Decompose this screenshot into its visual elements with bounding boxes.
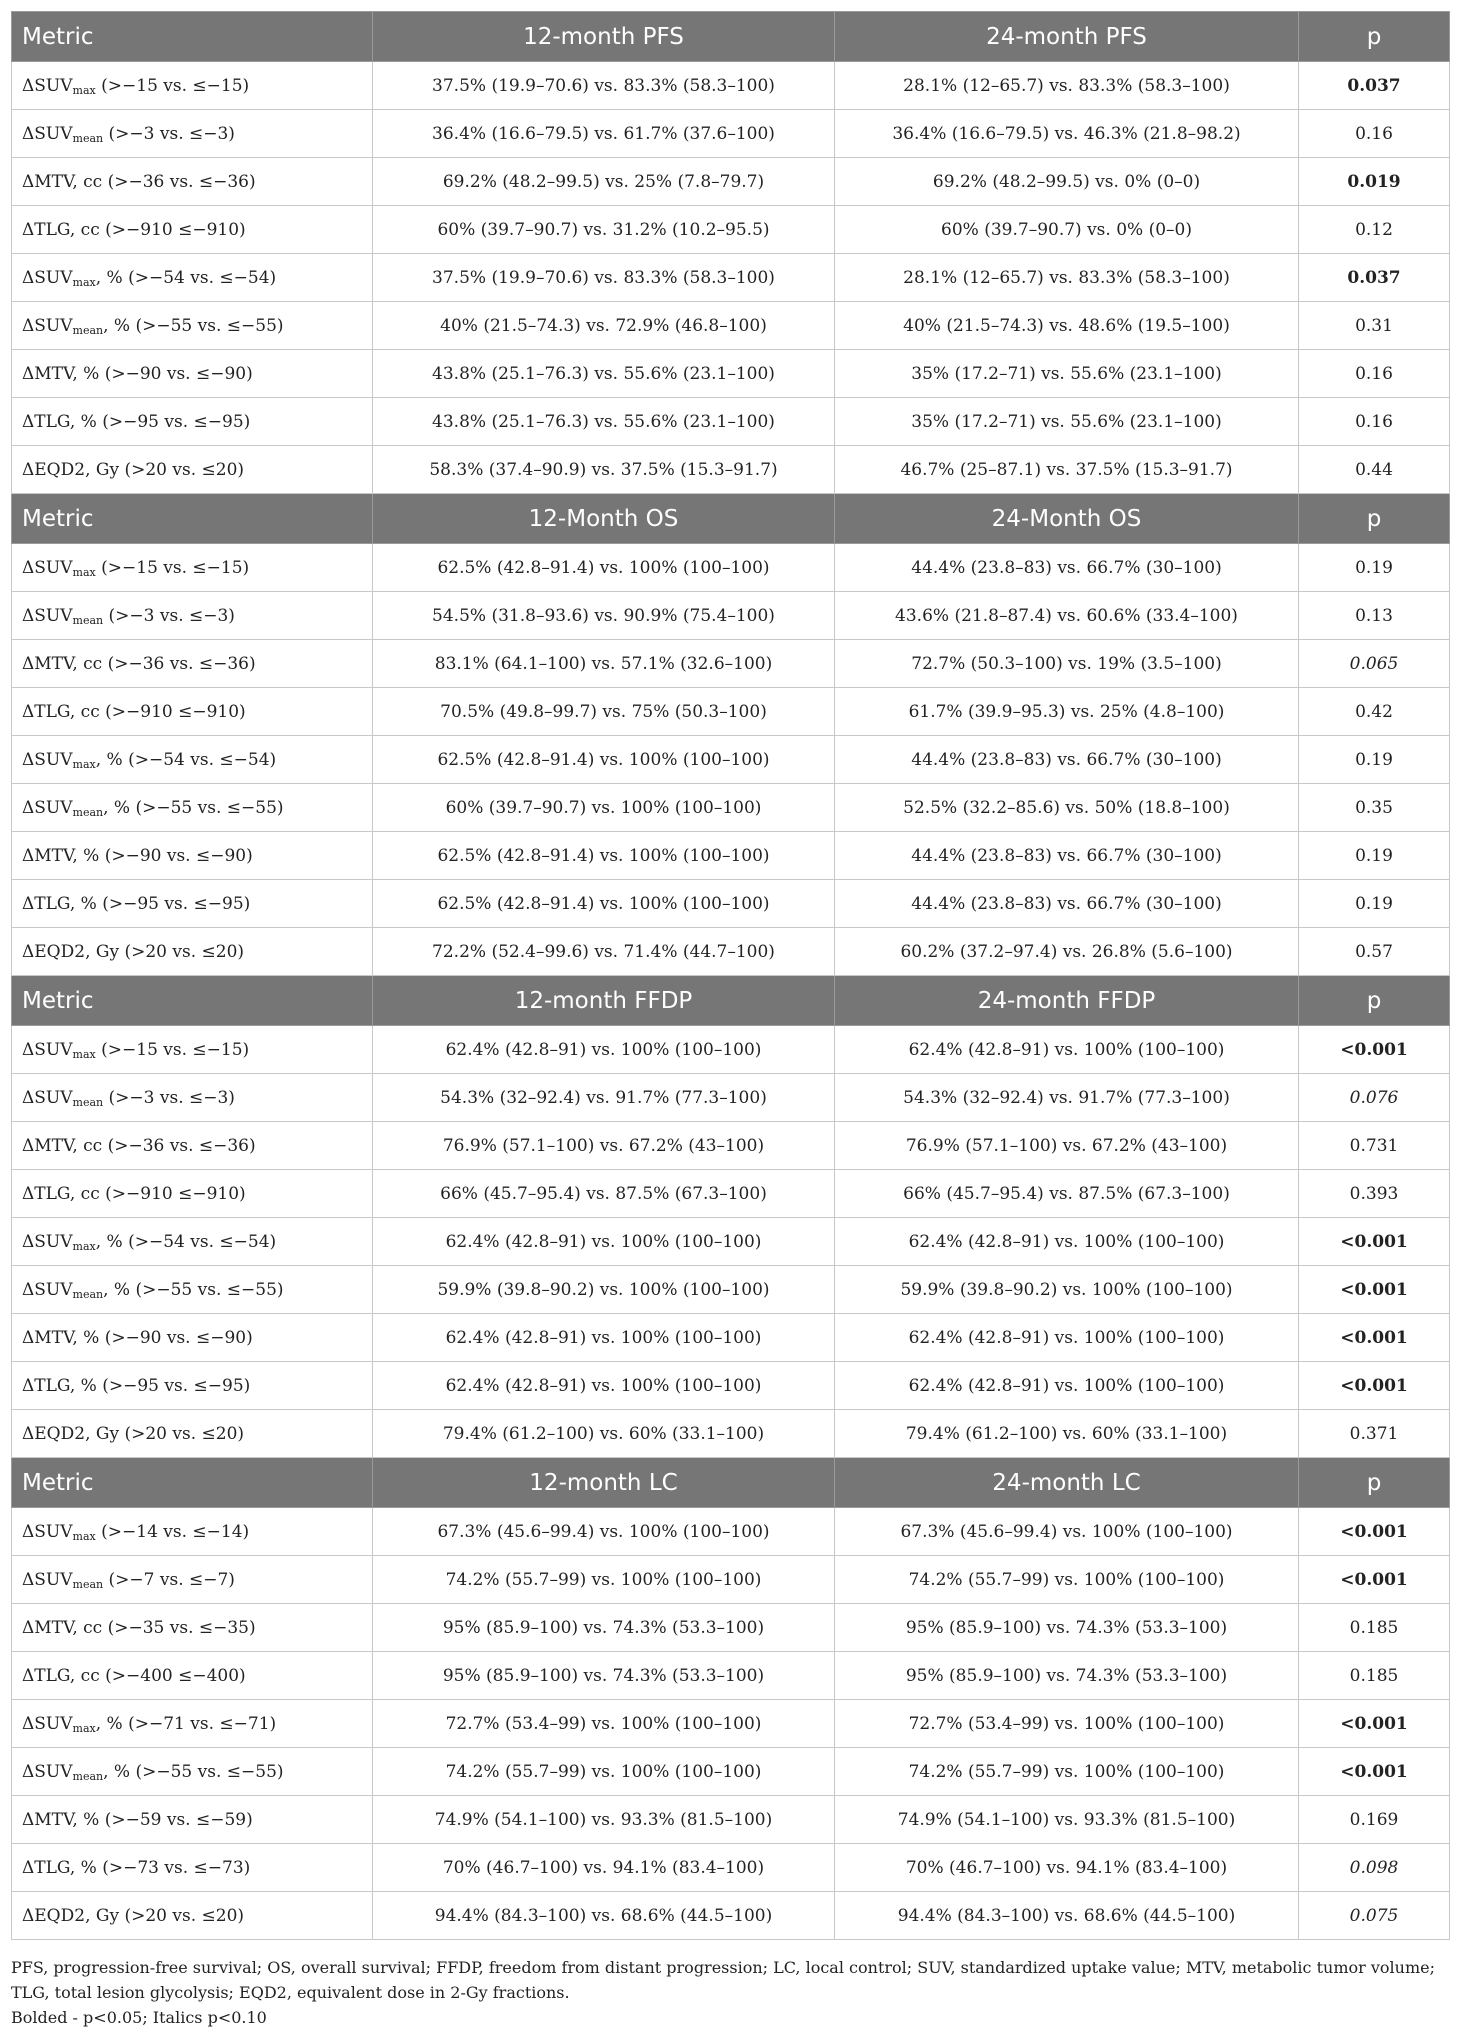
period-2-value: 43.6% (21.8–87.4) vs. 60.6% (33.4–100) [835, 592, 1299, 640]
period-2-value: 44.4% (23.8–83) vs. 66.7% (30–100) [835, 880, 1299, 928]
metric-header: Metric [12, 976, 373, 1026]
table-row [12, 350, 1450, 398]
period-1-value: 95% (85.9–100) vs. 74.3% (53.3–100) [373, 1604, 835, 1652]
table-row [12, 736, 1450, 784]
metric-cell [12, 302, 373, 350]
table-row [12, 1844, 1450, 1892]
metric-subscript: max [72, 1239, 96, 1253]
metric-cell [12, 350, 373, 398]
metric-cell [12, 398, 373, 446]
table-row [12, 880, 1450, 928]
period-1-value: 60% (39.7–90.7) vs. 100% (100–100) [373, 784, 835, 832]
table-row [12, 254, 1450, 302]
period-1-value: 59.9% (39.8–90.2) vs. 100% (100–100) [373, 1266, 835, 1314]
metric-label: ΔSUV [22, 1087, 73, 1108]
period-2-value: 74.2% (55.7–99) vs. 100% (100–100) [835, 1556, 1299, 1604]
p-value: 0.371 [1299, 1410, 1450, 1458]
p-value: <0.001 [1299, 1748, 1450, 1796]
period-1-header: 12-month PFS [373, 12, 835, 62]
metric-subscript: mean [72, 323, 104, 337]
metric-cell [12, 640, 373, 688]
period-1-header: 12-month LC [373, 1458, 835, 1508]
metric-label: ΔMTV, % (>−90 vs. ≤−90) [22, 363, 253, 384]
period-2-value: 95% (85.9–100) vs. 74.3% (53.3–100) [835, 1604, 1299, 1652]
metric-cell [12, 1026, 373, 1074]
period-2-value: 79.4% (61.2–100) vs. 60% (33.1–100) [835, 1410, 1299, 1458]
metric-cell [12, 62, 373, 110]
period-1-value: 74.9% (54.1–100) vs. 93.3% (81.5–100) [373, 1796, 835, 1844]
period-1-value: 70% (46.7–100) vs. 94.1% (83.4–100) [373, 1844, 835, 1892]
p-value: 0.12 [1299, 206, 1450, 254]
table-row [12, 1266, 1450, 1314]
metric-cell [12, 1844, 373, 1892]
period-2-header: 24-month PFS [835, 12, 1299, 62]
table-row [12, 1218, 1450, 1266]
metric-subscript: mean [72, 131, 104, 145]
period-1-value: 74.2% (55.7–99) vs. 100% (100–100) [373, 1556, 835, 1604]
metric-subscript: mean [72, 1769, 104, 1783]
period-1-value: 67.3% (45.6–99.4) vs. 100% (100–100) [373, 1508, 835, 1556]
period-2-value: 40% (21.5–74.3) vs. 48.6% (19.5–100) [835, 302, 1299, 350]
metric-threshold: , % (>−71 vs. ≤−71) [95, 1713, 277, 1734]
p-value: 0.16 [1299, 398, 1450, 446]
table-row [12, 1796, 1450, 1844]
period-2-value: 66% (45.7–95.4) vs. 87.5% (67.3–100) [835, 1170, 1299, 1218]
metric-label: ΔMTV, cc (>−36 vs. ≤−36) [22, 653, 256, 674]
period-2-value: 95% (85.9–100) vs. 74.3% (53.3–100) [835, 1652, 1299, 1700]
period-2-value: 70% (46.7–100) vs. 94.1% (83.4–100) [835, 1844, 1299, 1892]
results-table-body [12, 12, 1450, 1940]
table-row [12, 1314, 1450, 1362]
metric-header: Metric [12, 1458, 373, 1508]
p-value: 0.393 [1299, 1170, 1450, 1218]
p-value: 0.31 [1299, 302, 1450, 350]
metric-cell [12, 688, 373, 736]
metric-cell [12, 1892, 373, 1940]
period-2-value: 35% (17.2–71) vs. 55.6% (23.1–100) [835, 350, 1299, 398]
table-row [12, 446, 1450, 494]
metric-cell [12, 110, 373, 158]
table-row [12, 1410, 1450, 1458]
metric-cell [12, 1314, 373, 1362]
significance-legend: Bolded - p<0.05; Italics p<0.10 [11, 2008, 267, 2027]
table-row [12, 206, 1450, 254]
table-row [12, 1748, 1450, 1796]
metric-subscript: mean [72, 805, 104, 819]
p-value: 0.44 [1299, 446, 1450, 494]
period-2-value: 74.2% (55.7–99) vs. 100% (100–100) [835, 1748, 1299, 1796]
period-1-value: 69.2% (48.2–99.5) vs. 25% (7.8–79.7) [373, 158, 835, 206]
period-1-value: 54.3% (32–92.4) vs. 91.7% (77.3–100) [373, 1074, 835, 1122]
table-row [12, 1892, 1450, 1940]
metric-threshold: (>−15 vs. ≤−15) [95, 75, 250, 96]
metric-label: ΔTLG, cc (>−400 ≤−400) [22, 1665, 246, 1686]
p-value: <0.001 [1299, 1362, 1450, 1410]
metric-cell [12, 1556, 373, 1604]
metric-label: ΔSUV [22, 267, 73, 288]
period-2-value: 59.9% (39.8–90.2) vs. 100% (100–100) [835, 1266, 1299, 1314]
table-row [12, 1604, 1450, 1652]
period-1-header: 12-month FFDP [373, 976, 835, 1026]
period-2-value: 94.4% (84.3–100) vs. 68.6% (44.5–100) [835, 1892, 1299, 1940]
period-1-value: 76.9% (57.1–100) vs. 67.2% (43–100) [373, 1122, 835, 1170]
p-value: <0.001 [1299, 1218, 1450, 1266]
period-2-value: 35% (17.2–71) vs. 55.6% (23.1–100) [835, 398, 1299, 446]
metric-subscript: max [72, 1047, 96, 1061]
metric-cell [12, 880, 373, 928]
period-2-value: 62.4% (42.8–91) vs. 100% (100–100) [835, 1362, 1299, 1410]
metric-label: ΔSUV [22, 1039, 73, 1060]
metric-cell [12, 736, 373, 784]
p-value: 0.037 [1299, 62, 1450, 110]
period-1-value: 66% (45.7–95.4) vs. 87.5% (67.3–100) [373, 1170, 835, 1218]
p-value: 0.019 [1299, 158, 1450, 206]
metric-threshold: (>−3 vs. ≤−3) [103, 1087, 235, 1108]
table-row [12, 398, 1450, 446]
metric-cell [12, 1170, 373, 1218]
period-2-value: 44.4% (23.8–83) vs. 66.7% (30–100) [835, 832, 1299, 880]
results-table [11, 11, 1450, 1940]
p-value: <0.001 [1299, 1700, 1450, 1748]
metric-label: ΔTLG, % (>−73 vs. ≤−73) [22, 1857, 251, 1878]
table-row [12, 784, 1450, 832]
metric-label: ΔSUV [22, 123, 73, 144]
period-2-value: 74.9% (54.1–100) vs. 93.3% (81.5–100) [835, 1796, 1299, 1844]
metric-threshold: , % (>−55 vs. ≤−55) [103, 1279, 284, 1300]
period-1-value: 72.7% (53.4–99) vs. 100% (100–100) [373, 1700, 835, 1748]
metric-label: ΔTLG, % (>−95 vs. ≤−95) [22, 411, 251, 432]
table-row [12, 158, 1450, 206]
metric-threshold: , % (>−55 vs. ≤−55) [103, 315, 284, 336]
metric-label: ΔEQD2, Gy (>20 vs. ≤20) [22, 459, 245, 480]
period-1-value: 58.3% (37.4–90.9) vs. 37.5% (15.3–91.7) [373, 446, 835, 494]
period-2-value: 36.4% (16.6–79.5) vs. 46.3% (21.8–98.2) [835, 110, 1299, 158]
period-1-value: 95% (85.9–100) vs. 74.3% (53.3–100) [373, 1652, 835, 1700]
period-1-value: 62.5% (42.8–91.4) vs. 100% (100–100) [373, 880, 835, 928]
period-2-value: 44.4% (23.8–83) vs. 66.7% (30–100) [835, 736, 1299, 784]
period-2-value: 67.3% (45.6–99.4) vs. 100% (100–100) [835, 1508, 1299, 1556]
table-row [12, 1508, 1450, 1556]
metric-cell [12, 1074, 373, 1122]
period-2-header: 24-Month OS [835, 494, 1299, 544]
p-value: 0.19 [1299, 832, 1450, 880]
period-1-value: 74.2% (55.7–99) vs. 100% (100–100) [373, 1748, 835, 1796]
metric-label: ΔMTV, cc (>−35 vs. ≤−35) [22, 1617, 256, 1638]
period-1-value: 72.2% (52.4–99.6) vs. 71.4% (44.7–100) [373, 928, 835, 976]
metric-subscript: mean [72, 1577, 104, 1591]
period-2-value: 62.4% (42.8–91) vs. 100% (100–100) [835, 1218, 1299, 1266]
p-value: <0.001 [1299, 1556, 1450, 1604]
metric-label: ΔMTV, cc (>−36 vs. ≤−36) [22, 1135, 256, 1156]
period-1-value: 62.4% (42.8–91) vs. 100% (100–100) [373, 1026, 835, 1074]
period-1-value: 83.1% (64.1–100) vs. 57.1% (32.6–100) [373, 640, 835, 688]
metric-label: ΔTLG, cc (>−910 ≤−910) [22, 1183, 246, 1204]
period-1-value: 54.5% (31.8–93.6) vs. 90.9% (75.4–100) [373, 592, 835, 640]
metric-threshold: (>−15 vs. ≤−15) [95, 1039, 250, 1060]
p-value-header: p [1299, 12, 1450, 62]
results-table-container [11, 11, 1449, 1940]
section-header-row [12, 494, 1450, 544]
p-value: 0.065 [1299, 640, 1450, 688]
metric-subscript: max [72, 275, 96, 289]
p-value: 0.075 [1299, 1892, 1450, 1940]
metric-threshold: (>−14 vs. ≤−14) [95, 1521, 250, 1542]
p-value: 0.19 [1299, 736, 1450, 784]
period-1-value: 62.4% (42.8–91) vs. 100% (100–100) [373, 1314, 835, 1362]
metric-cell [12, 592, 373, 640]
metric-label: ΔSUV [22, 557, 73, 578]
section-header-row [12, 1458, 1450, 1508]
p-value: 0.098 [1299, 1844, 1450, 1892]
period-1-value: 70.5% (49.8–99.7) vs. 75% (50.3–100) [373, 688, 835, 736]
metric-cell [12, 928, 373, 976]
period-2-value: 69.2% (48.2–99.5) vs. 0% (0–0) [835, 158, 1299, 206]
metric-label: ΔMTV, cc (>−36 vs. ≤−36) [22, 171, 256, 192]
metric-label: ΔMTV, % (>−90 vs. ≤−90) [22, 845, 253, 866]
table-row [12, 592, 1450, 640]
metric-threshold: , % (>−55 vs. ≤−55) [103, 797, 284, 818]
metric-label: ΔSUV [22, 1521, 73, 1542]
period-1-value: 43.8% (25.1–76.3) vs. 55.6% (23.1–100) [373, 350, 835, 398]
metric-label: ΔMTV, % (>−90 vs. ≤−90) [22, 1327, 253, 1348]
table-row [12, 1652, 1450, 1700]
period-2-value: 54.3% (32–92.4) vs. 91.7% (77.3–100) [835, 1074, 1299, 1122]
section-header-row [12, 976, 1450, 1026]
p-value-header: p [1299, 494, 1450, 544]
metric-cell [12, 1266, 373, 1314]
metric-subscript: max [72, 83, 96, 97]
metric-label: ΔMTV, % (>−59 vs. ≤−59) [22, 1809, 253, 1830]
metric-label: ΔTLG, cc (>−910 ≤−910) [22, 219, 246, 240]
period-1-value: 37.5% (19.9–70.6) vs. 83.3% (58.3–100) [373, 62, 835, 110]
metric-subscript: mean [72, 613, 104, 627]
metric-label: ΔTLG, cc (>−910 ≤−910) [22, 701, 246, 722]
period-2-value: 44.4% (23.8–83) vs. 66.7% (30–100) [835, 544, 1299, 592]
table-row [12, 302, 1450, 350]
metric-threshold: , % (>−55 vs. ≤−55) [103, 1761, 284, 1782]
metric-threshold: , % (>−54 vs. ≤−54) [95, 1231, 277, 1252]
metric-threshold: (>−7 vs. ≤−7) [103, 1569, 235, 1590]
metric-label: ΔTLG, % (>−95 vs. ≤−95) [22, 1375, 251, 1396]
period-2-value: 28.1% (12–65.7) vs. 83.3% (58.3–100) [835, 254, 1299, 302]
metric-label: ΔEQD2, Gy (>20 vs. ≤20) [22, 1905, 245, 1926]
period-1-value: 37.5% (19.9–70.6) vs. 83.3% (58.3–100) [373, 254, 835, 302]
period-1-value: 40% (21.5–74.3) vs. 72.9% (46.8–100) [373, 302, 835, 350]
period-2-value: 60.2% (37.2–97.4) vs. 26.8% (5.6–100) [835, 928, 1299, 976]
table-row [12, 1556, 1450, 1604]
table-row [12, 1170, 1450, 1218]
period-2-value: 46.7% (25–87.1) vs. 37.5% (15.3–91.7) [835, 446, 1299, 494]
p-value: <0.001 [1299, 1266, 1450, 1314]
metric-cell [12, 1362, 373, 1410]
p-value: 0.13 [1299, 592, 1450, 640]
metric-cell [12, 832, 373, 880]
period-1-header: 12-Month OS [373, 494, 835, 544]
metric-cell [12, 446, 373, 494]
p-value: 0.19 [1299, 880, 1450, 928]
metric-label: ΔSUV [22, 797, 73, 818]
metric-threshold: (>−15 vs. ≤−15) [95, 557, 250, 578]
period-1-value: 62.5% (42.8–91.4) vs. 100% (100–100) [373, 832, 835, 880]
metric-subscript: mean [72, 1095, 104, 1109]
p-value: 0.42 [1299, 688, 1450, 736]
p-value: 0.169 [1299, 1796, 1450, 1844]
table-row [12, 832, 1450, 880]
abbreviations-note: PFS, progression-free survival; OS, overall survival; FFDP, freedom from distant progression; LC, local control; SUV, standardized uptake value; MTV, metabolic tumor volume; TLG, total lesion glycolysis; EQD2, equivalent dose in 2-Gy fractions. [11, 1958, 1435, 2002]
period-1-value: 62.4% (42.8–91) vs. 100% (100–100) [373, 1218, 835, 1266]
period-1-value: 62.5% (42.8–91.4) vs. 100% (100–100) [373, 736, 835, 784]
metric-label: ΔSUV [22, 749, 73, 770]
period-2-value: 76.9% (57.1–100) vs. 67.2% (43–100) [835, 1122, 1299, 1170]
metric-cell [12, 1604, 373, 1652]
period-1-value: 43.8% (25.1–76.3) vs. 55.6% (23.1–100) [373, 398, 835, 446]
period-2-value: 52.5% (32.2–85.6) vs. 50% (18.8–100) [835, 784, 1299, 832]
metric-threshold: , % (>−54 vs. ≤−54) [95, 267, 277, 288]
metric-subscript: max [72, 565, 96, 579]
metric-label: ΔSUV [22, 1713, 73, 1734]
metric-label: ΔSUV [22, 315, 73, 336]
metric-subscript: max [72, 1721, 96, 1735]
p-value: 0.037 [1299, 254, 1450, 302]
table-row [12, 110, 1450, 158]
metric-cell [12, 254, 373, 302]
p-value: <0.001 [1299, 1314, 1450, 1362]
p-value: <0.001 [1299, 1026, 1450, 1074]
metric-subscript: max [72, 1529, 96, 1543]
metric-threshold: (>−3 vs. ≤−3) [103, 123, 235, 144]
metric-label: ΔEQD2, Gy (>20 vs. ≤20) [22, 1423, 245, 1444]
period-1-value: 62.5% (42.8–91.4) vs. 100% (100–100) [373, 544, 835, 592]
metric-cell [12, 544, 373, 592]
section-header-row [12, 12, 1450, 62]
table-footnotes [11, 1955, 1449, 2030]
table-row [12, 1362, 1450, 1410]
table-row [12, 1026, 1450, 1074]
period-1-value: 79.4% (61.2–100) vs. 60% (33.1–100) [373, 1410, 835, 1458]
p-value: 0.185 [1299, 1652, 1450, 1700]
p-value: 0.35 [1299, 784, 1450, 832]
p-value: 0.731 [1299, 1122, 1450, 1170]
metric-label: ΔSUV [22, 1761, 73, 1782]
table-row [12, 640, 1450, 688]
period-2-value: 61.7% (39.9–95.3) vs. 25% (4.8–100) [835, 688, 1299, 736]
metric-cell [12, 1700, 373, 1748]
table-row [12, 544, 1450, 592]
metric-cell [12, 158, 373, 206]
metric-cell [12, 784, 373, 832]
p-value: 0.076 [1299, 1074, 1450, 1122]
metric-header: Metric [12, 494, 373, 544]
metric-cell [12, 1508, 373, 1556]
metric-header: Metric [12, 12, 373, 62]
metric-label: ΔSUV [22, 75, 73, 96]
p-value: <0.001 [1299, 1508, 1450, 1556]
p-value: 0.19 [1299, 544, 1450, 592]
p-value-header: p [1299, 976, 1450, 1026]
metric-label: ΔSUV [22, 605, 73, 626]
table-row [12, 62, 1450, 110]
metric-label: ΔSUV [22, 1569, 73, 1590]
metric-cell [12, 1652, 373, 1700]
metric-cell [12, 1796, 373, 1844]
table-row [12, 1700, 1450, 1748]
metric-label: ΔEQD2, Gy (>20 vs. ≤20) [22, 941, 245, 962]
period-2-value: 62.4% (42.8–91) vs. 100% (100–100) [835, 1314, 1299, 1362]
period-1-value: 94.4% (84.3–100) vs. 68.6% (44.5–100) [373, 1892, 835, 1940]
table-row [12, 1074, 1450, 1122]
table-row [12, 928, 1450, 976]
metric-subscript: max [72, 757, 96, 771]
metric-cell [12, 1748, 373, 1796]
period-2-value: 72.7% (50.3–100) vs. 19% (3.5–100) [835, 640, 1299, 688]
period-1-value: 62.4% (42.8–91) vs. 100% (100–100) [373, 1362, 835, 1410]
period-2-value: 60% (39.7–90.7) vs. 0% (0–0) [835, 206, 1299, 254]
table-row [12, 1122, 1450, 1170]
metric-cell [12, 1410, 373, 1458]
p-value-header: p [1299, 1458, 1450, 1508]
period-1-value: 60% (39.7–90.7) vs. 31.2% (10.2–95.5) [373, 206, 835, 254]
period-1-value: 36.4% (16.6–79.5) vs. 61.7% (37.6–100) [373, 110, 835, 158]
period-2-header: 24-month FFDP [835, 976, 1299, 1026]
table-row [12, 688, 1450, 736]
p-value: 0.57 [1299, 928, 1450, 976]
period-2-value: 72.7% (53.4–99) vs. 100% (100–100) [835, 1700, 1299, 1748]
period-2-value: 28.1% (12–65.7) vs. 83.3% (58.3–100) [835, 62, 1299, 110]
metric-label: ΔSUV [22, 1279, 73, 1300]
metric-label: ΔTLG, % (>−95 vs. ≤−95) [22, 893, 251, 914]
period-2-header: 24-month LC [835, 1458, 1299, 1508]
metric-cell [12, 1122, 373, 1170]
metric-subscript: mean [72, 1287, 104, 1301]
p-value: 0.16 [1299, 110, 1450, 158]
p-value: 0.185 [1299, 1604, 1450, 1652]
p-value: 0.16 [1299, 350, 1450, 398]
metric-threshold: , % (>−54 vs. ≤−54) [95, 749, 277, 770]
metric-threshold: (>−3 vs. ≤−3) [103, 605, 235, 626]
metric-cell [12, 206, 373, 254]
period-2-value: 62.4% (42.8–91) vs. 100% (100–100) [835, 1026, 1299, 1074]
metric-cell [12, 1218, 373, 1266]
metric-label: ΔSUV [22, 1231, 73, 1252]
